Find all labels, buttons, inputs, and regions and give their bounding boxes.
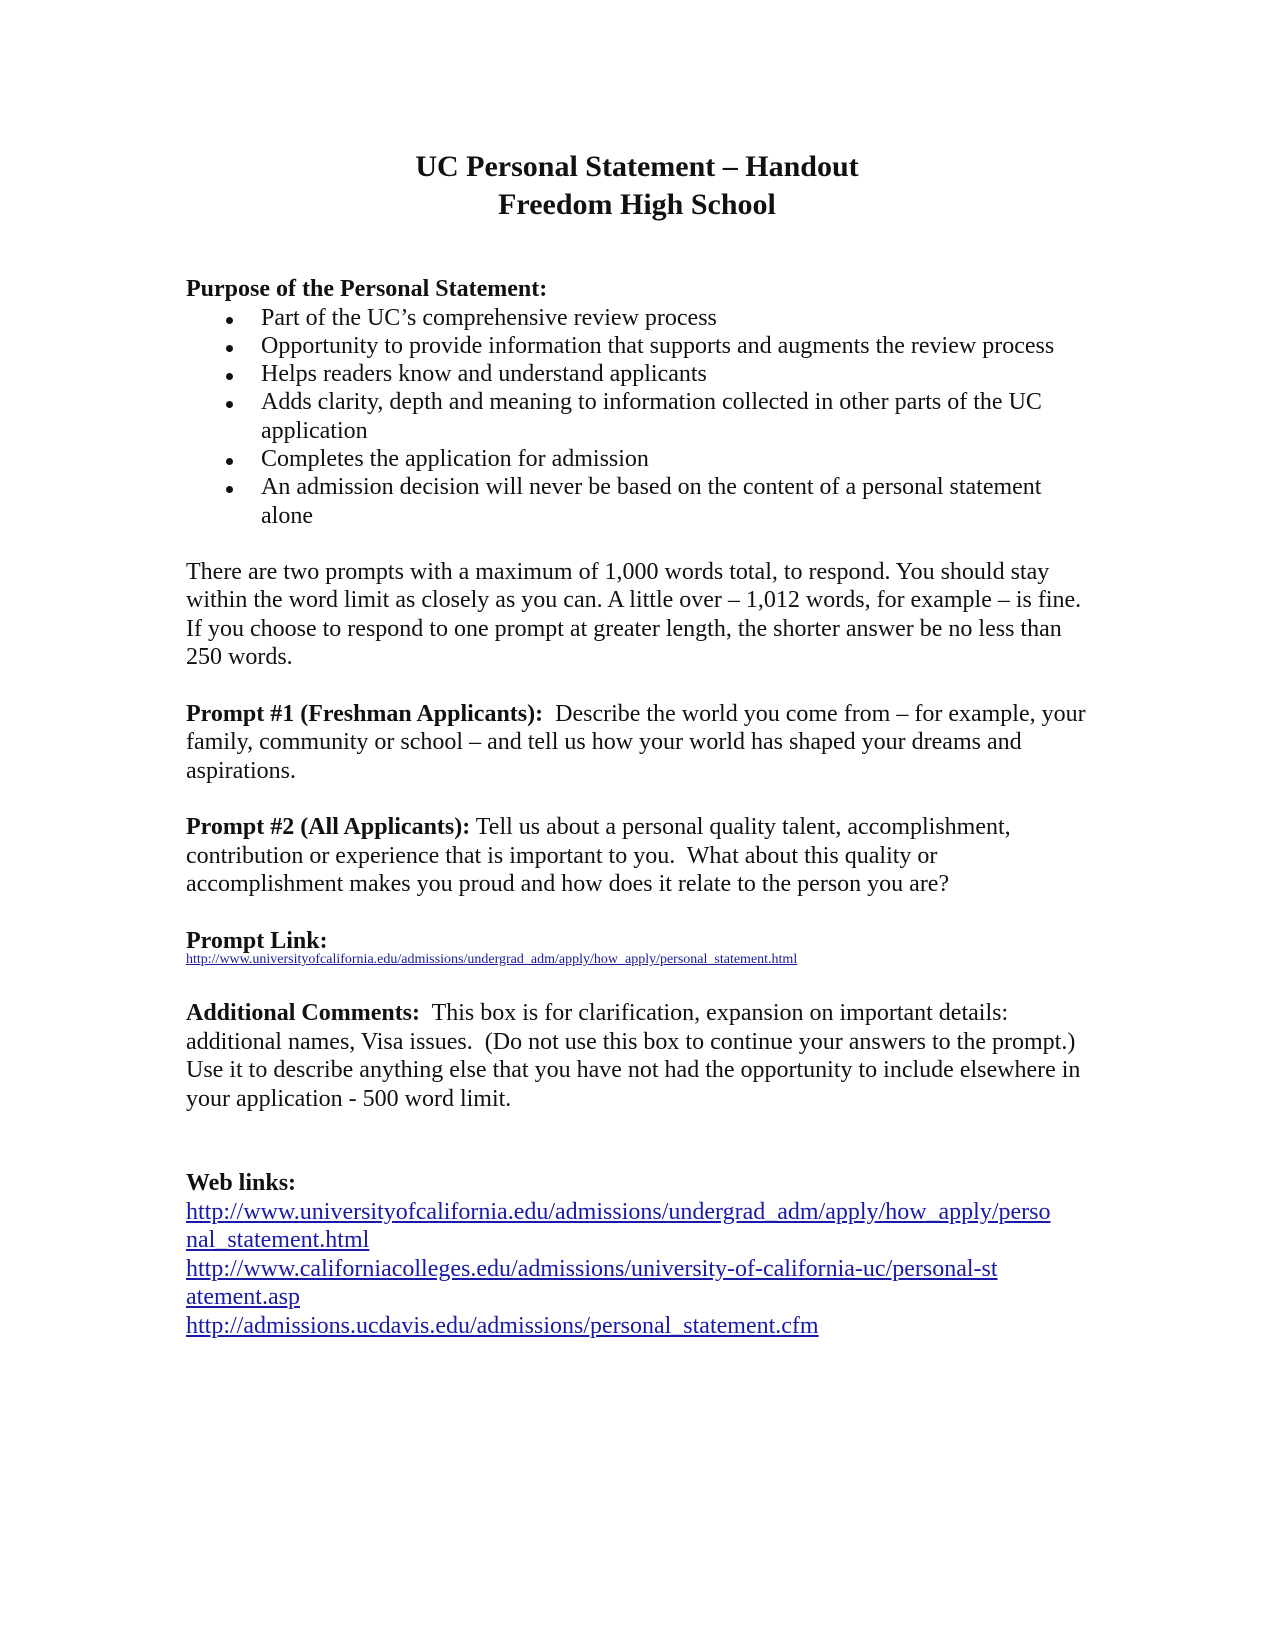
web-link-californiacolleges[interactable]: http://www.californiacolleges.edu/admissions/university-of-california-uc/personal-statement.asp — [186, 1255, 998, 1311]
list-item: Helps readers know and understand applicants — [186, 360, 1086, 388]
prompt-1-text: Describe the world you come from – for example, your family, community or school – and tell us how your world has shaped your dreams and aspirations. — [186, 700, 1092, 784]
bullet-icon — [226, 345, 233, 352]
additional-comments-paragraph — [186, 999, 1086, 1113]
list-item: Adds clarity, depth and meaning to information collected in other parts of the UC application — [186, 388, 1086, 445]
document-page — [186, 148, 1092, 1340]
prompt-link-heading: Prompt Link: — [186, 927, 328, 954]
web-link-ucdavis[interactable]: http://admissions.ucdavis.edu/admissions/personal_statement.cfm — [186, 1312, 819, 1339]
bullet-icon — [226, 458, 233, 465]
document-title — [186, 148, 1086, 224]
prompt-1-label: Prompt #1 (Freshman Applicants): — [186, 700, 544, 727]
prompt-1-paragraph — [186, 700, 1092, 786]
bullet-icon — [226, 486, 233, 493]
list-item: Part of the UC’s comprehensive review process — [186, 304, 1086, 332]
bullet-icon — [226, 373, 233, 380]
purpose-heading: Purpose of the Personal Statement: — [186, 276, 548, 302]
additional-comments-label: Additional Comments: — [186, 1000, 421, 1027]
additional-comments-text: This box is for clarification, expansion on important details: additional names, Visa issues. (Do not use this box to continue your answers to the prompt.) Use it to describe anything else that you have not had the opportunity to include elsewhere in your application - 500 word limit. — [186, 1000, 1088, 1112]
title-line-2: Freedom High School — [498, 188, 776, 221]
word-limit-paragraph: There are two prompts with a maximum of 1,000 words total, to respond. You should stay within the word limit as closely as you can. A little over – 1,012 words, for example – is fine. If you choose to respond to one prompt at greater length, the shorter answer be no less than 250 words. — [186, 558, 1082, 671]
list-item: Opportunity to provide information that supports and augments the review process — [186, 332, 1086, 360]
bullet-icon — [226, 317, 233, 324]
bullet-icon — [226, 401, 233, 408]
list-item: Completes the application for admission — [186, 445, 1086, 473]
prompt-2-paragraph — [186, 813, 1086, 899]
prompt-2-label: Prompt #2 (All Applicants): — [186, 814, 471, 841]
prompt-link[interactable]: http://www.universityofcalifornia.edu/admissions/undergrad_adm/apply/how_apply/personal_statement.html — [186, 952, 798, 968]
title-line-1: UC Personal Statement – Handout — [415, 150, 859, 183]
list-item: An admission decision will never be based on the content of a personal statement alone — [186, 473, 1086, 530]
web-link-uc[interactable]: http://www.universityofcalifornia.edu/admissions/undergrad_adm/apply/how_apply/personal_statement.html — [186, 1198, 1051, 1254]
purpose-list — [186, 304, 1086, 530]
web-links-heading: Web links: — [186, 1170, 297, 1197]
prompt-2-text: Tell us about a personal quality talent, accomplishment, contribution or experience that is important to you. What about this quality or accomplishment makes you proud and how does it relate to the person you are? — [186, 814, 1017, 898]
